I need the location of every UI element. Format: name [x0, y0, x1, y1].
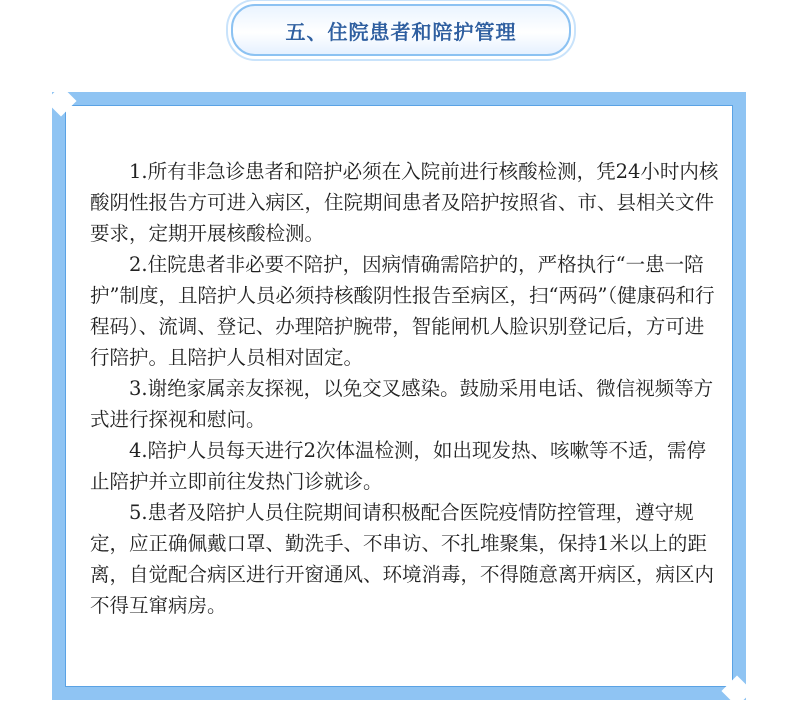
- corner-notch-bottom-right: [721, 675, 752, 706]
- content-panel: [52, 92, 746, 700]
- section-title-banner: [231, 4, 571, 56]
- rule-paragraph-1: 1.所有非急诊患者和陪护必须在入院前进行核酸检测，凭24小时内核酸阴性报告方可进入病区，住院期间患者及陪护按照省、市、县相关文件要求，定期开展核酸检测。: [90, 160, 719, 245]
- rule-paragraph-5: 5.患者及陪护人员住院期间请积极配合医院疫情防控管理，遵守规定，应正确佩戴口罩、勤洗手、不串访、不扎堆聚集，保持1米以上的距离，自觉配合病区进行开窗通风、环境消毒，不得随意离开病区，病区内不得互窜病房。: [90, 501, 715, 617]
- rule-paragraph-4: 4.陪护人员每天进行2次体温检测，如出现发热、咳嗽等不适，需停止陪护并立即前往发热门诊就诊。: [90, 439, 707, 493]
- corner-notch-top-left: [45, 85, 76, 116]
- rule-paragraph-2: 2.住院患者非必要不陪护，因病情确需陪护的，严格执行“一患一陪护”制度，且陪护人员必须持核酸阴性报告至病区，扫“两码”（健康码和行程码）、流调、登记、办理陪护腕带，智能闸机人脸识别登记后，方可进行陪护。且陪护人员相对固定。: [90, 253, 715, 369]
- rules-text: [90, 156, 720, 621]
- rule-paragraph-3: 3.谢绝家属亲友探视，以免交叉感染。鼓励采用电话、微信视频等方式进行探视和慰问。: [90, 377, 714, 431]
- content-panel-inner: [65, 105, 733, 687]
- section-title: 五、住院患者和陪护管理: [285, 19, 517, 44]
